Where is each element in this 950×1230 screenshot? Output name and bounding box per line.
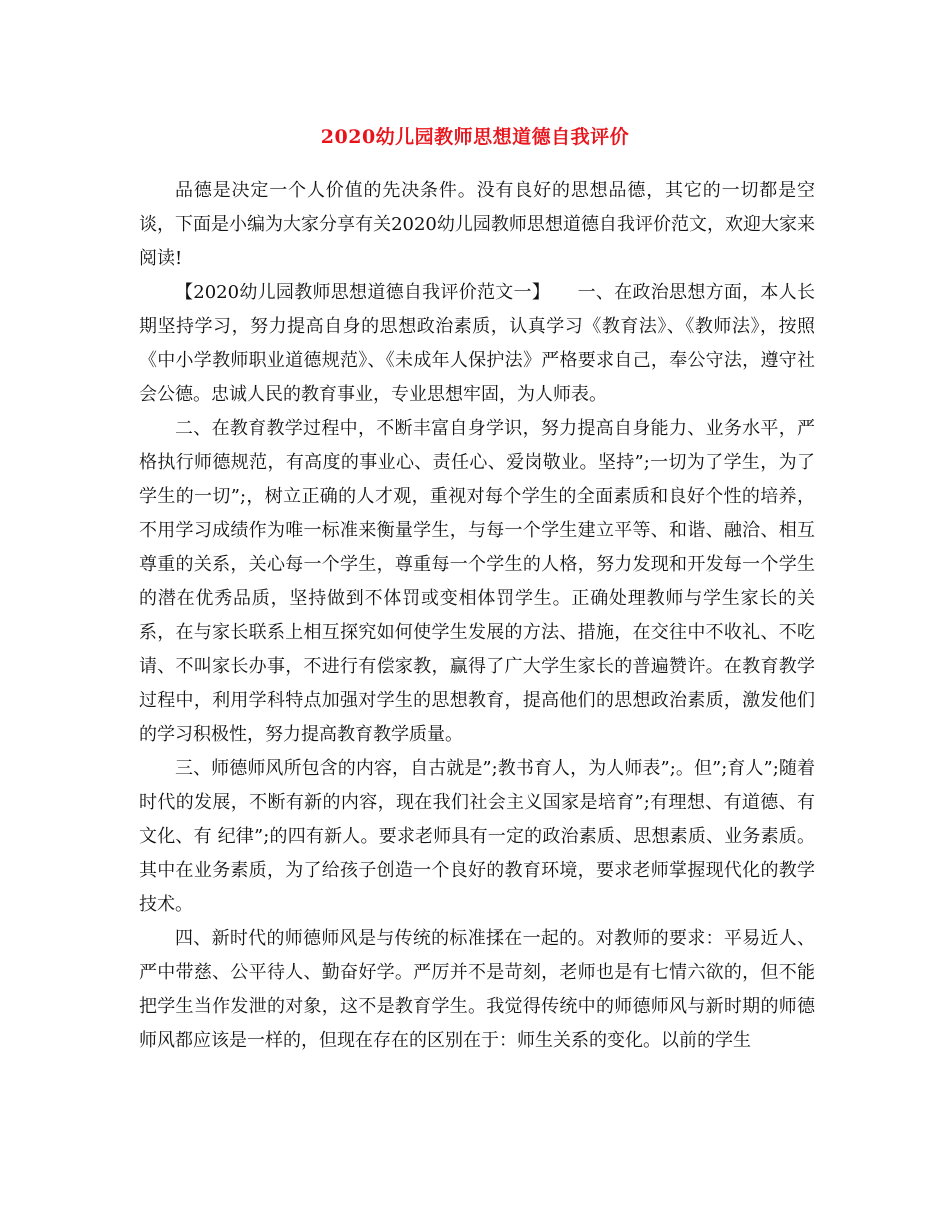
- paragraph-political: 【2020幼儿园教师思想道德自我评价范文一】 一、在政治思想方面，本人长期坚持学习，努力提高自身的思想政治素质，认真学习《教育法》、《教师法》，按照《中小学教师职业道德规范》、《未成年人保护法》严格要求自己，奉公守法，遵守社会公德。忠诚人民的教育事业，专业思想牢固，为人师表。: [139, 282, 815, 405]
- paragraph-intro: 品德是决定一个人价值的先决条件。没有良好的思想品德，其它的一切都是空谈，下面是小编为大家分享有关2020幼儿园教师思想道德自我评价范文，欢迎大家来阅读!: [139, 180, 815, 269]
- paragraph-ethics: 三、师德师风所包含的内容，自古就是”;教书育人，为人师表”;。但”;育人”;随着时代的发展，不断有新的内容，现在我们社会主义国家是培育”;有理想、有道德、有文化、有 纪律”;的四有新人。要求老师具有一定的政治素质、思想素质、业务素质。其中在业务素质，为了给孩子创造一个良好的教育环境，要求老师掌握现代化的教学技术。: [139, 758, 815, 915]
- document-body: [139, 174, 815, 1058]
- paragraph-new-era: 四、新时代的师德师风是与传统的标准揉在一起的。对教师的要求：平易近人、严中带慈、公平待人、勤奋好学。严厉并不是苛刻，老师也是有七情六欲的，但不能把学生当作发泄的对象，这不是教育学生。我觉得传统中的师德师风与新时期的师德师风都应该是一样的，但现在存在的区别在于：师生关系的变化。以前的学生: [139, 928, 815, 1051]
- paragraph-teaching: 二、在教育教学过程中，不断丰富自身学识，努力提高自身能力、业务水平，严格执行师德规范，有高度的事业心、责任心、爱岗敬业。坚持”;一切为了学生，为了学生的一切”;，树立正确的人才观，重视对每个学生的全面素质和良好个性的培养，不用学习成绩作为唯一标准来衡量学生，与每一个学生建立平等、和谐、融洽、相互尊重的关系，关心每一个学生，尊重每一个学生的人格，努力发现和开发每一个学生的潜在优秀品质，坚持做到不体罚或变相体罚学生。正确处理教师与学生家长的关系，在与家长联系上相互探究如何使学生发展的方法、措施，在交往中不收礼、不吃请、不叫家长办事，不进行有偿家教，赢得了广大学生家长的普遍赞许。在教育教学过程中，利用学科特点加强对学生的思想教育，提高他们的思想政治素质，激发他们的学习积极性，努力提高教育教学质量。: [139, 418, 815, 745]
- document-title: 2020幼儿园教师思想道德自我评价: [320, 126, 630, 148]
